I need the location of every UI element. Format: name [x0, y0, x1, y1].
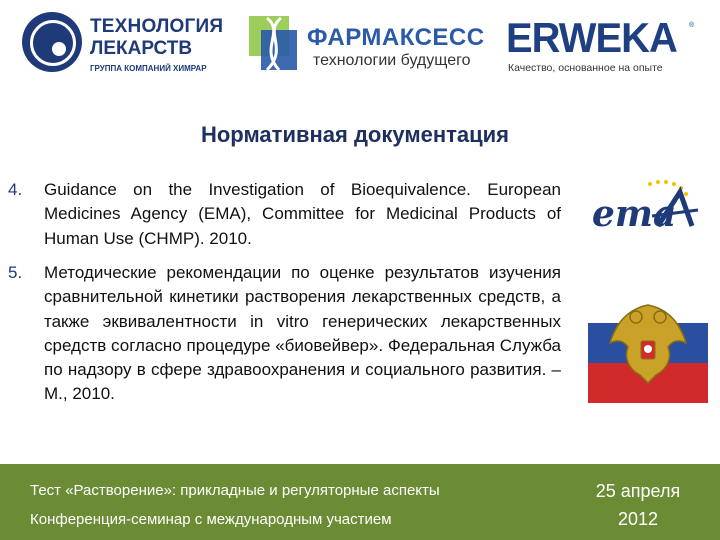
- footer-date: 25 апреля: [595, 481, 681, 501]
- farmaksess-logo: [245, 12, 490, 80]
- list-item: [8, 178, 561, 251]
- erweka-name: ERWEKA: [506, 14, 677, 61]
- list-item: [8, 261, 561, 407]
- tehnologia-logo-icon: [22, 12, 82, 72]
- tehnologia-lekarstv-logo: [22, 10, 237, 78]
- list-item-text: Guidance on the Investigation of Bioequivalence. European Medicines Agency (EMA), Committee for Medicinal Products of Human Use (CHMP). 2010.: [44, 180, 561, 248]
- footer-bar: [0, 464, 720, 540]
- tehnologia-logo-line1: ТЕХНОЛОГИЯ: [90, 16, 224, 37]
- list-item-number: 4.: [8, 180, 23, 199]
- footer-event-subtitle: Конференция-семинар с международным участием: [30, 511, 392, 528]
- footer-year: 2012: [617, 509, 659, 529]
- dna-icon: [245, 12, 301, 76]
- footer-event-title: Тест «Растворение»: прикладные и регуляторные аспекты: [30, 482, 440, 499]
- erweka-tagline: Качество, основанное на опыте: [508, 62, 663, 74]
- erweka-logo: [506, 14, 706, 78]
- svg-text:ema: ema: [592, 193, 677, 235]
- farmaksess-tagline: технологии будущего: [313, 52, 471, 69]
- russia-coat-of-arms: [588, 283, 708, 403]
- header-logos: [0, 0, 720, 90]
- tehnologia-logo-line3: ГРУППА КОМПАНИЙ ХИМРАР: [90, 64, 207, 73]
- list-item-text: Методические рекомендации по оценке результатов изучения сравнительной кинетики растворения лекарственных средств, а также эквивалентности in vitro генерических лекарственных средств согласно процедуре «биовейвер». Федеральная Служба по надзору в сфере здравоохранения и социального развития. – М., 2010.: [44, 263, 561, 404]
- page-title: Нормативная документация: [200, 122, 510, 147]
- ema-logo: [588, 176, 708, 240]
- farmaksess-name: ФАРМАКСЕСС: [307, 24, 485, 51]
- tehnologia-logo-line2: ЛЕКАРСТВ: [90, 38, 193, 59]
- erweka-registered-mark: ®: [689, 22, 695, 29]
- list-item-number: 5.: [8, 263, 23, 282]
